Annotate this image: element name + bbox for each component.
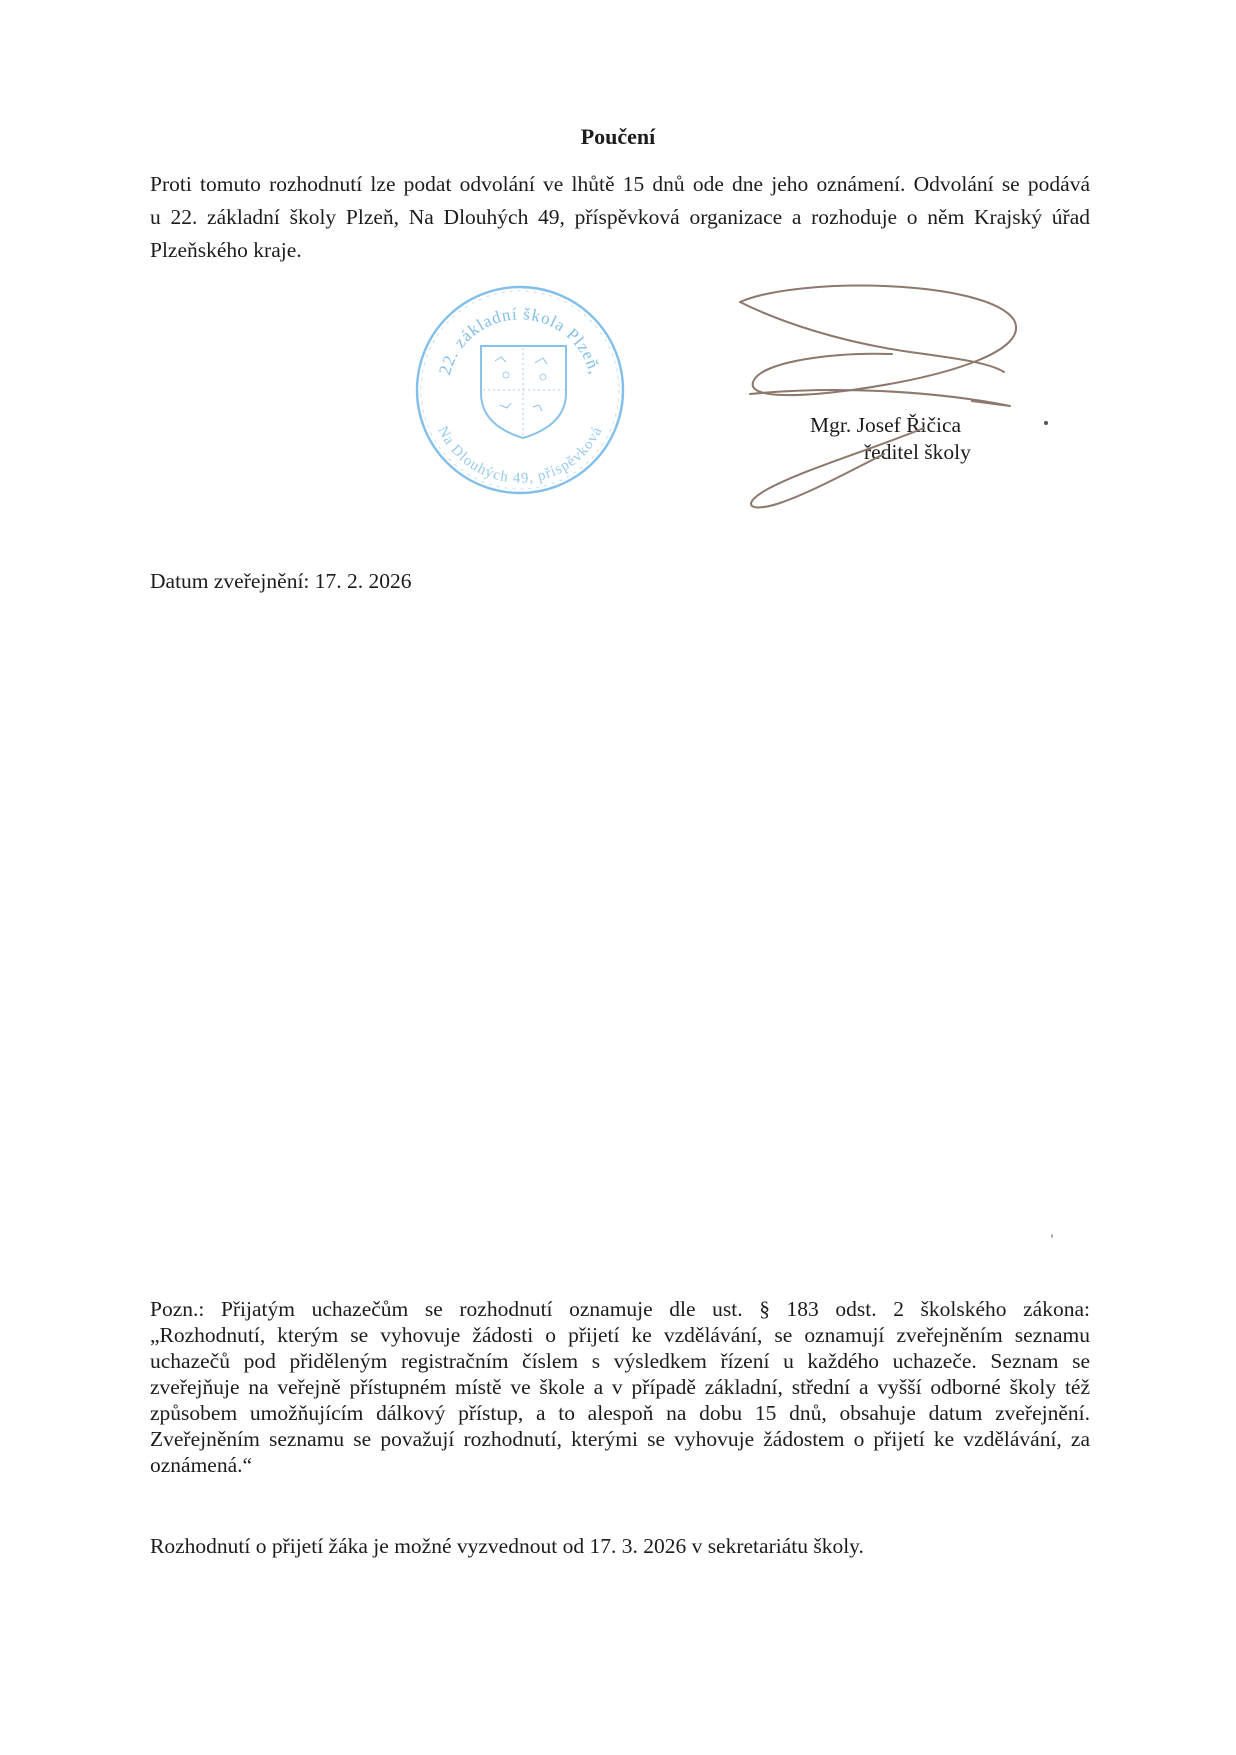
scan-speck: [1044, 421, 1048, 425]
pickup-note: Rozhodnutí o přijetí žáka je možné vyzvednout od 17. 3. 2026 v sekretariátu školy.: [150, 1534, 864, 1558]
note-line: Zveřejněním seznamu se považují rozhodnutí, kterými se vyhovuje žádostem o přijetí ke vzdělávání, za: [150, 1427, 1090, 1451]
publication-date: Datum zveřejnění: 17. 2. 2026: [150, 569, 412, 593]
appeal-line: u 22. základní školy Plzeň, Na Dlouhých 49, příspěvková organizace a rozhoduje o něm Krajský úřad: [150, 205, 1090, 229]
handwritten-signature: [720, 280, 1040, 520]
note-line: Pozn.: Přijatým uchazečům se rozhodnutí oznamuje dle ust. § 183 odst. 2 školského zákona:: [150, 1297, 1090, 1321]
stamp-bottom-text: Na Dlouhých 49, příspěvková: [434, 423, 606, 487]
note-paragraph: [150, 1296, 1090, 1478]
appeal-line: Proti tomuto rozhodnutí lze podat odvolání ve lhůtě 15 dnů ode dne jeho oznámení. Odvolání se podává: [150, 172, 1090, 196]
note-line: uchazečů pod přiděleným registračním číslem s výsledkem řízení u každého uchazeče. Seznam se: [150, 1349, 1090, 1373]
scan-speck: [1051, 1234, 1053, 1238]
signatory-name: Mgr. Josef Řičica: [810, 413, 962, 437]
appeal-paragraph: [150, 168, 1090, 267]
note-line: oznámená.“: [150, 1453, 253, 1477]
note-line: zveřejňuje na veřejně přístupném místě ve škole a v případě základní, střední a vyšší odborné školy též: [150, 1375, 1090, 1399]
stamp-top-text: 22. základní škola Plzeň,: [435, 304, 605, 377]
appeal-line: Plzeňského kraje.: [150, 238, 302, 262]
note-line: „Rozhodnutí, kterým se vyhovuje žádosti o přijetí ke vzdělávání, se oznamují zveřejněním seznamu: [150, 1323, 1090, 1347]
school-stamp: [405, 275, 635, 505]
stamp-coat-of-arms: [481, 346, 566, 438]
signatory-role: ředitel školy: [864, 440, 971, 464]
section-title: Poučení: [580, 124, 656, 149]
note-line: způsobem umožňujícím dálkový přístup, a to alespoň na dobu 15 dnů, obsahuje datum zveřejnění.: [150, 1401, 1090, 1425]
